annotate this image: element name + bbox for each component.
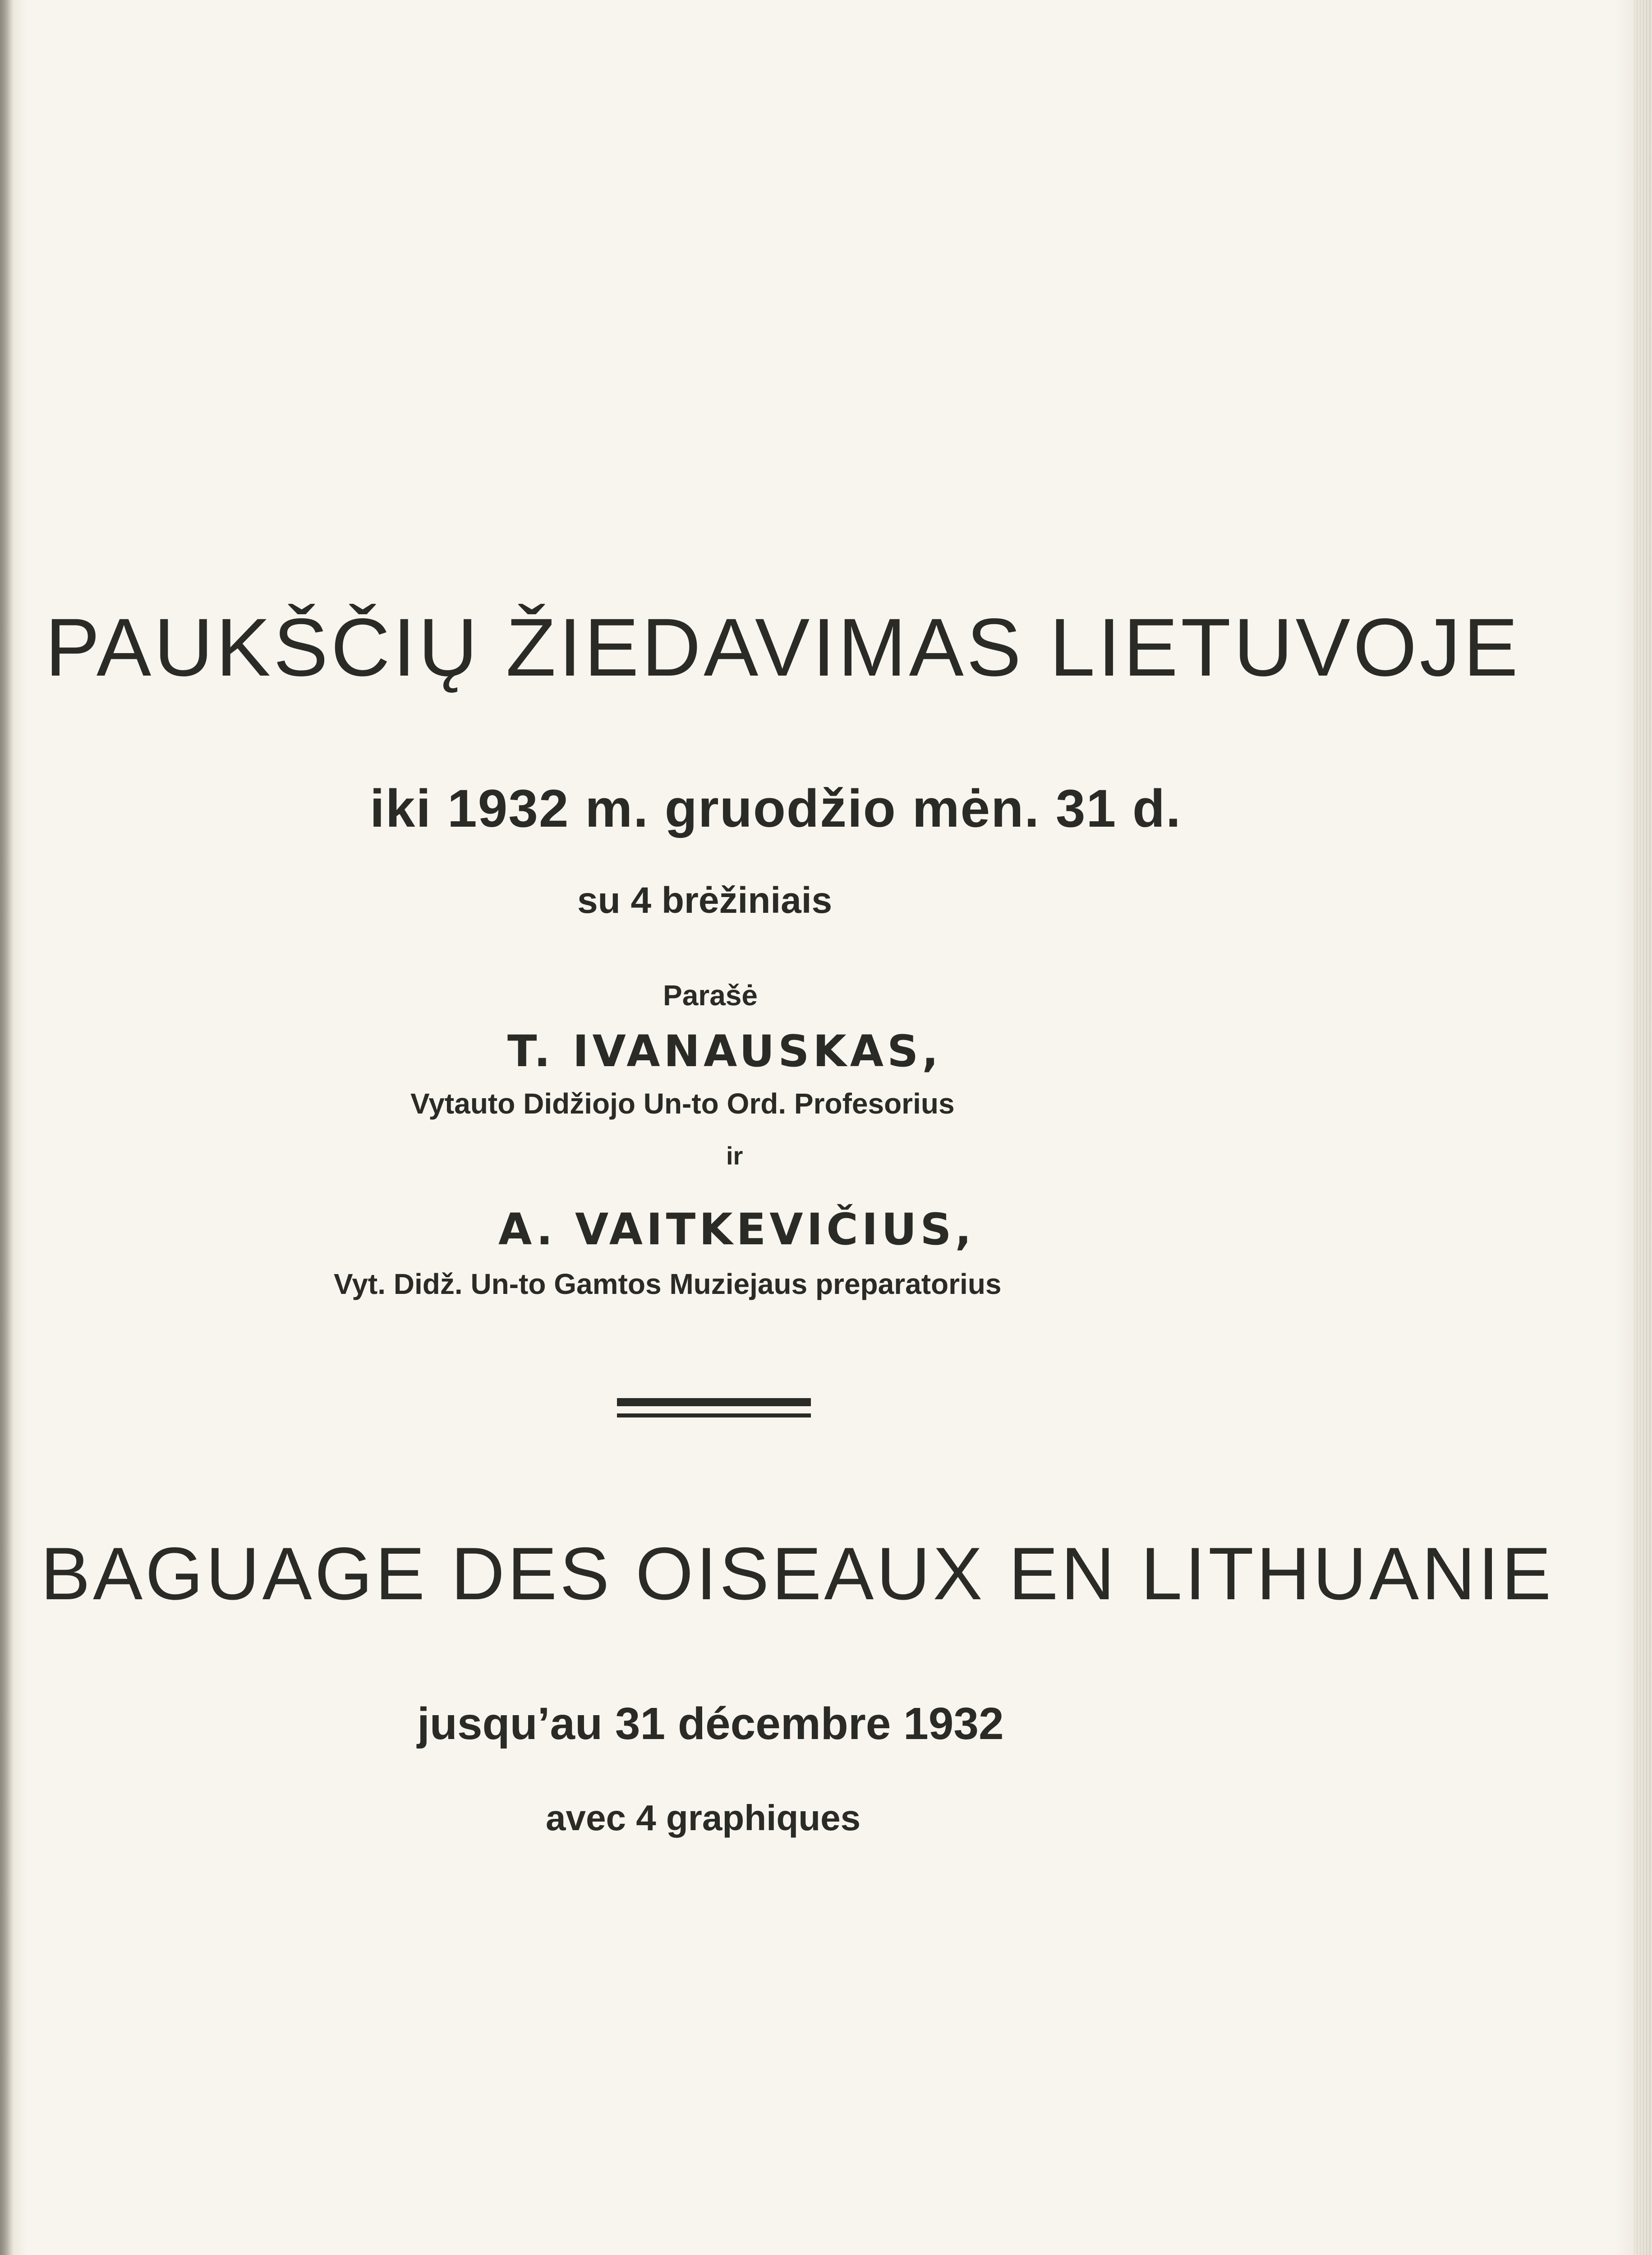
author-2-name: A. VAITKEVIČIUS,	[498, 1204, 975, 1255]
wrote-label: Parašė	[663, 979, 758, 1012]
author-1-name: T. IVANAUSKAS,	[507, 1026, 942, 1077]
author-1-role: Vytauto Didžiojo Un-to Ord. Profesorius	[410, 1087, 955, 1120]
french-graphics-line: avec 4 graphiques	[546, 1798, 861, 1838]
divider-rule-thick	[617, 1398, 811, 1406]
author-2-role: Vyt. Didž. Un-to Gamtos Muziejaus preparatorius	[334, 1268, 1002, 1300]
page-edges	[1634, 0, 1652, 2255]
conjunction: ir	[726, 1141, 743, 1170]
lithuanian-date-line: iki 1932 m. gruodžio mėn. 31 d.	[370, 779, 1182, 838]
spine-shadow	[0, 0, 14, 2255]
lithuanian-drawings-line: su 4 brėžiniais	[577, 880, 833, 921]
lithuanian-title: PAUKŠČIŲ ŽIEDAVIMAS LIETUVOJE	[45, 601, 1521, 693]
french-title: BAGUAGE DES OISEAUX EN LITHUANIE	[41, 1532, 1554, 1615]
divider-rule-thin	[617, 1413, 811, 1417]
french-date-line: jusqu’au 31 décembre 1932	[417, 1698, 1004, 1749]
